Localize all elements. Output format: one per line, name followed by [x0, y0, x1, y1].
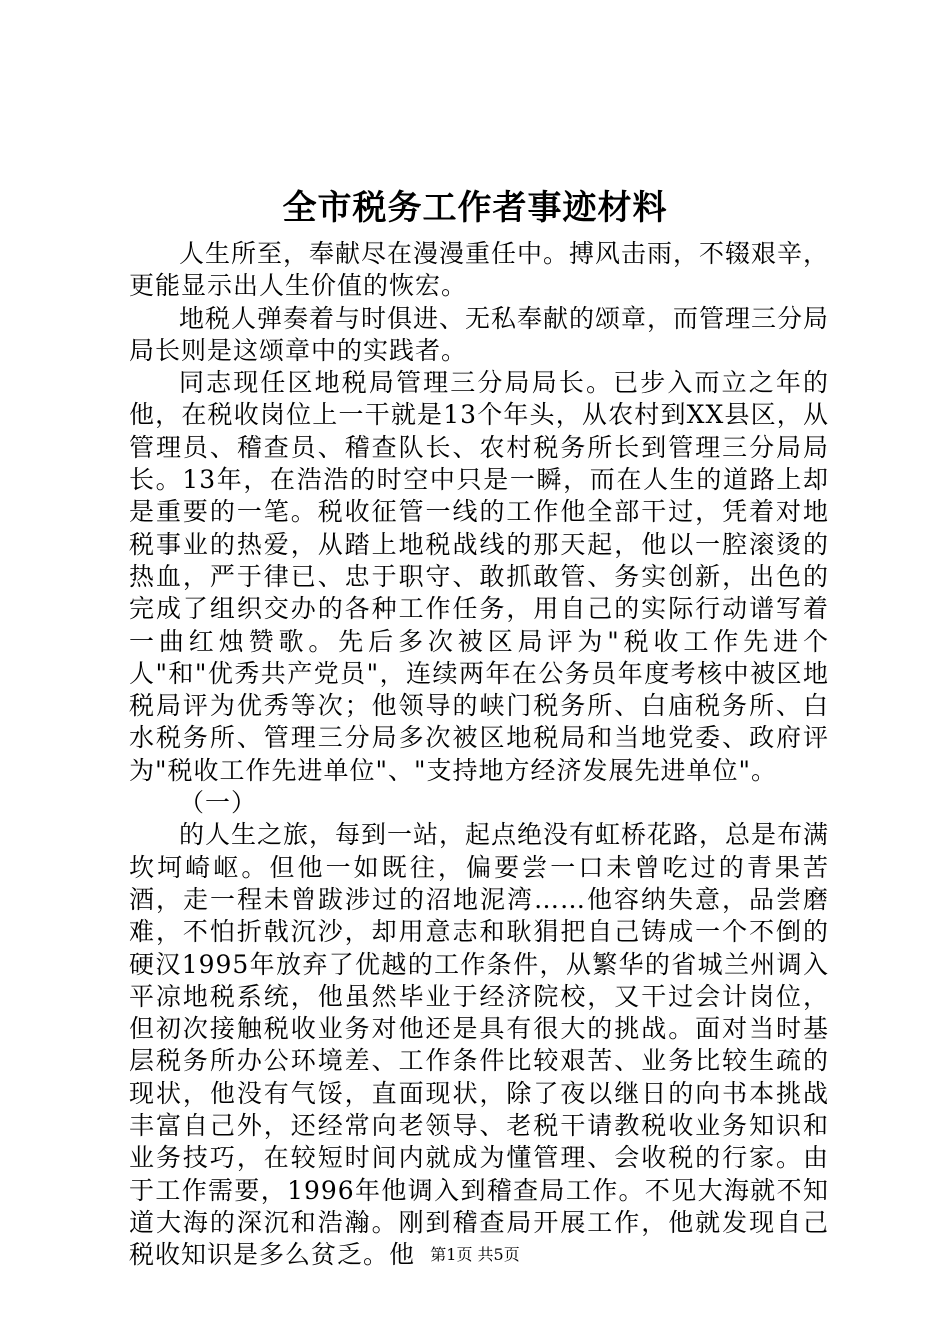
document-title: 全市税务工作者事迹材料 [282, 188, 668, 228]
section-heading: （一） [179, 788, 258, 818]
paragraph-4: 的人生之旅，每到一站，起点绝没有虹桥花路，总是布满坎坷崎岖。但他一如既往，偏要尝一口未曾吃过的青果苦酒，走一程未曾跋涉过的沼地泥湾……他容纳失意，品尝磨难，不怕折戟沉沙，却用意志和耿狷把自己铸成一个不倒的硬汉1995年放弃了优越的工作条件，从繁华的省城兰州调入平凉地税系统，他虽然毕业于经济院校，又干过会计岗位，但初次接触税收业务对他还是具有很大的挑战。面对当时基层税务所办公环境差、工作条件比较艰苦、业务比较生疏的现状，他没有气馁，直面现状，除了夜以继日的向书本挑战丰富自己外，还经常向老领导、老税干请教税收业务知识和业务技巧，在较短时间内就成为懂管理、会收税的行家。由于工作需要，1996年他调入到稽查局工作。不见大海就不知道大海的深沉和浩瀚。刚到稽查局开展工作，他就发现自己税收知识是多么贫乏。他 [129, 820, 830, 1270]
paragraph-2: 地税人弹奏着与时俱进、无私奉献的颂章，而管理三分局局长则是这颂章中的实践者。 [129, 303, 830, 365]
page-number-footer: 第1页 共5页 [430, 1245, 520, 1264]
paragraph-1: 人生所至，奉献尽在漫漫重任中。搏风击雨，不辍艰辛，更能显示出人生价值的恢宏。 [129, 239, 830, 301]
document-body [129, 238, 829, 1272]
paragraph-3: 同志现任区地税局管理三分局局长。已步入而立之年的他，在税收岗位上一干就是13个年头，从农村到XX县区，从管理员、稽查员、稽查队长、农村税务所长到管理三分局局长。13年，在浩浩的时空中只是一瞬，而在人生的道路上却是重要的一笔。税收征管一线的工作他全部干过，凭着对地税事业的热爱，从踏上地税战线的那天起，他以一腔滚烫的热血，严于律已、忠于职守、敢抓敢管、务实创新，出色的完成了组织交办的各种工作任务，用自己的实际行动谱写着一曲红烛赞歌。先后多次被区局评为"税收工作先进个人"和"优秀共产党员"，连续两年在公务员年度考核中被区地税局评为优秀等次；他领导的峡门税务所、白庙税务所、白水税务所、管理三分局多次被区地税局和当地党委、政府评为"税收工作先进单位"、"支持地方经济发展先进单位"。 [129, 368, 829, 785]
